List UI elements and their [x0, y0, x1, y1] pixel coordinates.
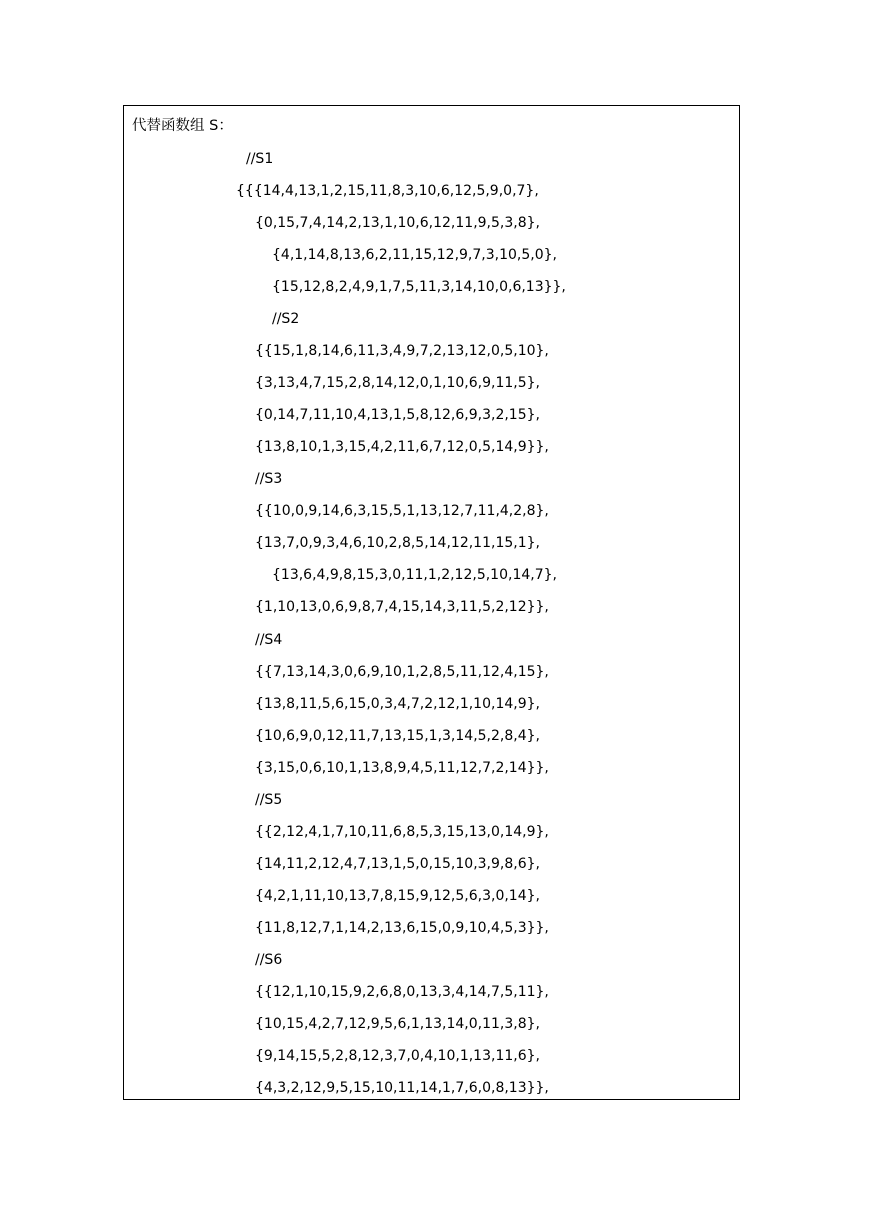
s5-row-4: {11,8,12,7,1,14,2,13,6,15,0,9,10,4,5,3}}, [255, 920, 549, 936]
s6-row-1: {{12,1,10,15,9,2,6,8,0,13,3,4,14,7,5,11}, [255, 984, 549, 1000]
s3-row-2: {13,7,0,9,3,4,6,10,2,8,5,14,12,11,15,1}, [255, 535, 540, 551]
s4-comment: //S4 [255, 632, 283, 648]
s2-row-3: {0,14,7,11,10,4,13,1,5,8,12,6,9,3,2,15}, [255, 407, 540, 423]
s2-comment: //S2 [272, 311, 300, 327]
s2-row-1: {{15,1,8,14,6,11,3,4,9,7,2,13,12,0,5,10}, [255, 343, 549, 359]
s1-row-4: {15,12,8,2,4,9,1,7,5,11,3,14,10,0,6,13}}, [272, 279, 566, 295]
s5-row-2: {14,11,2,12,4,7,13,1,5,0,15,10,3,9,8,6}, [255, 856, 540, 872]
s4-row-3: {10,6,9,0,12,11,7,13,15,1,3,14,5,2,8,4}, [255, 728, 540, 744]
s2-row-4: {13,8,10,1,3,15,4,2,11,6,7,12,0,5,14,9}}, [255, 439, 549, 455]
code-listing-box [123, 105, 740, 1100]
s5-comment: //S5 [255, 792, 283, 808]
s1-comment: //S1 [246, 151, 274, 167]
s5-row-1: {{2,12,4,1,7,10,11,6,8,5,3,15,13,0,14,9}, [255, 824, 549, 840]
s3-row-3: {13,6,4,9,8,15,3,0,11,1,2,12,5,10,14,7}, [272, 567, 557, 583]
s6-row-2: {10,15,4,2,7,12,9,5,6,1,13,14,0,11,3,8}, [255, 1016, 540, 1032]
s1-row-1: {{{14,4,13,1,2,15,11,8,3,10,6,12,5,9,0,7}, [236, 183, 539, 199]
s6-row-4: {4,3,2,12,9,5,15,10,11,14,1,7,6,0,8,13}}, [255, 1080, 549, 1096]
s6-row-3: {9,14,15,5,2,8,12,3,7,0,4,10,1,13,11,6}, [255, 1048, 540, 1064]
s3-comment: //S3 [255, 471, 283, 487]
s3-row-4: {1,10,13,0,6,9,8,7,4,15,14,3,11,5,2,12}}, [255, 599, 549, 615]
s5-row-3: {4,2,1,11,10,13,7,8,15,9,12,5,6,3,0,14}, [255, 888, 540, 904]
s4-row-1: {{7,13,14,3,0,6,9,10,1,2,8,5,11,12,4,15}, [255, 664, 549, 680]
s4-row-4: {3,15,0,6,10,1,13,8,9,4,5,11,12,7,2,14}}, [255, 760, 549, 776]
s1-row-2: {0,15,7,4,14,2,13,1,10,6,12,11,9,5,3,8}, [255, 215, 540, 231]
s2-row-2: {3,13,4,7,15,2,8,14,12,0,1,10,6,9,11,5}, [255, 375, 540, 391]
s6-comment: //S6 [255, 952, 283, 968]
listing-heading: 代替函数组 S： [132, 118, 233, 134]
s3-row-1: {{10,0,9,14,6,3,15,5,1,13,12,7,11,4,2,8}, [255, 503, 549, 519]
s1-row-3: {4,1,14,8,13,6,2,11,15,12,9,7,3,10,5,0}, [272, 247, 557, 263]
s4-row-2: {13,8,11,5,6,15,0,3,4,7,2,12,1,10,14,9}, [255, 696, 540, 712]
